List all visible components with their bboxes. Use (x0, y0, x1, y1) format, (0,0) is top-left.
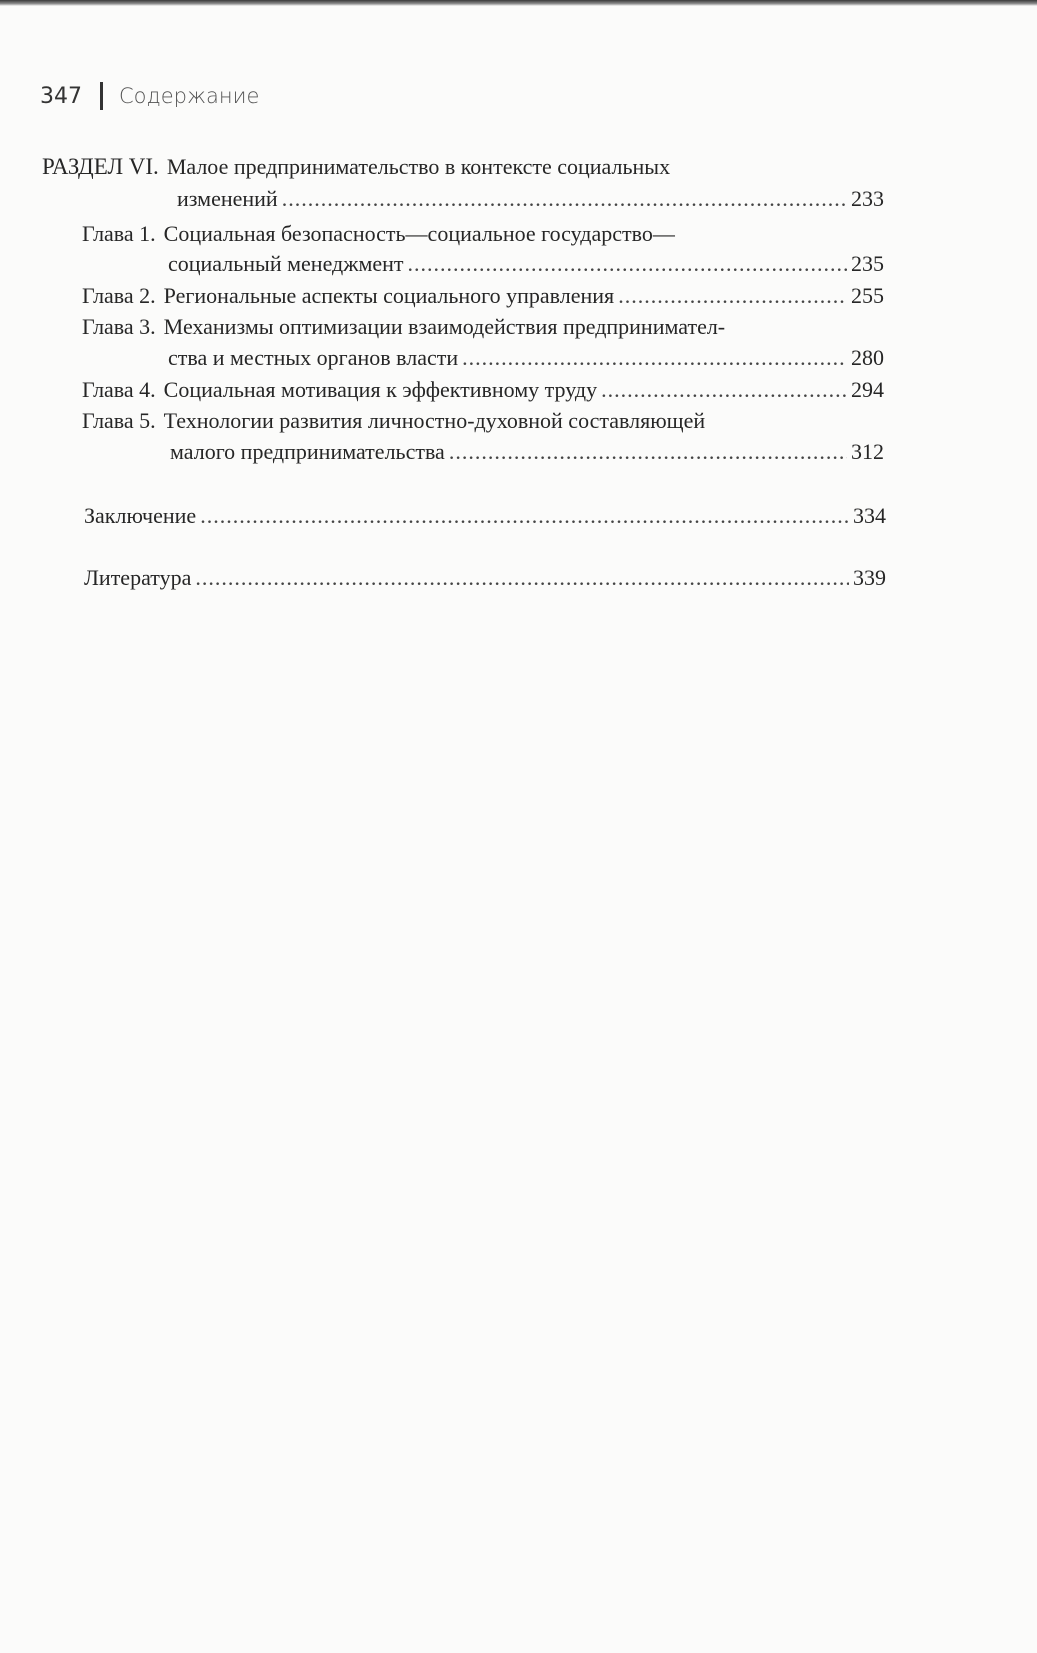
leader-dots (449, 438, 847, 466)
chapter-title-cont: малого предпринимательства (170, 439, 445, 464)
literature-label: Литература (84, 565, 192, 590)
toc-chapter-1-line-1 (82, 220, 902, 248)
toc-literature[interactable] (84, 564, 886, 592)
toc-section-line-2[interactable] (177, 185, 884, 213)
leader-dots (200, 502, 849, 530)
toc-chapter-2[interactable] (82, 282, 884, 310)
leader-dots (282, 185, 847, 213)
section-page: 233 (851, 186, 884, 211)
chapter-label: Глава 1. (82, 221, 156, 246)
toc-section-line-1 (42, 153, 902, 181)
chapter-page: 255 (851, 283, 884, 308)
chapter-title-cont: ства и местных органов власти (168, 345, 459, 370)
toc-chapter-3-line-2[interactable] (168, 344, 884, 372)
table-of-contents (0, 0, 1037, 700)
chapter-title: Технологии развития личностно-духовной составляющей (163, 408, 706, 433)
conclusion-label: Заключение (84, 503, 197, 528)
toc-chapter-5-line-2[interactable] (170, 438, 884, 466)
chapter-page: 235 (851, 251, 884, 276)
toc-conclusion[interactable] (84, 502, 886, 530)
toc-chapter-1-line-2[interactable] (168, 250, 884, 278)
conclusion-page: 334 (853, 503, 886, 528)
chapter-page: 280 (851, 345, 884, 370)
leader-dots (462, 344, 847, 372)
section-title-line2: изменений (177, 186, 278, 211)
chapter-label: Глава 4. (82, 377, 156, 402)
chapter-title: Региональные аспекты социального управления (163, 283, 615, 308)
chapter-label: Глава 2. (82, 283, 156, 308)
chapter-page: 294 (851, 377, 884, 402)
toc-chapter-5-line-1 (82, 407, 902, 435)
section-label: РАЗДЕЛ VI. (42, 154, 159, 179)
toc-chapter-4[interactable] (82, 376, 884, 404)
chapter-title: Социальная мотивация к эффективному труду (163, 377, 598, 402)
chapter-title-cont: социальный менеджмент (168, 251, 404, 276)
leader-dots (195, 564, 849, 592)
chapter-title: Механизмы оптимизации взаимодействия предпринимател- (163, 314, 726, 339)
chapter-label: Глава 5. (82, 408, 156, 433)
page-number: 347 (40, 83, 82, 109)
chapter-label: Глава 3. (82, 314, 156, 339)
leader-dots (601, 376, 847, 404)
section-title-line1: Малое предпринимательство в контексте социальных (166, 154, 671, 179)
leader-dots (618, 282, 847, 310)
toc-chapter-3-line-1 (82, 313, 902, 341)
running-title: Содержание (119, 84, 260, 108)
leader-dots (408, 250, 847, 278)
literature-page: 339 (853, 565, 886, 590)
chapter-title: Социальная безопасность—социальное государство— (163, 221, 675, 246)
chapter-page: 312 (851, 439, 884, 464)
